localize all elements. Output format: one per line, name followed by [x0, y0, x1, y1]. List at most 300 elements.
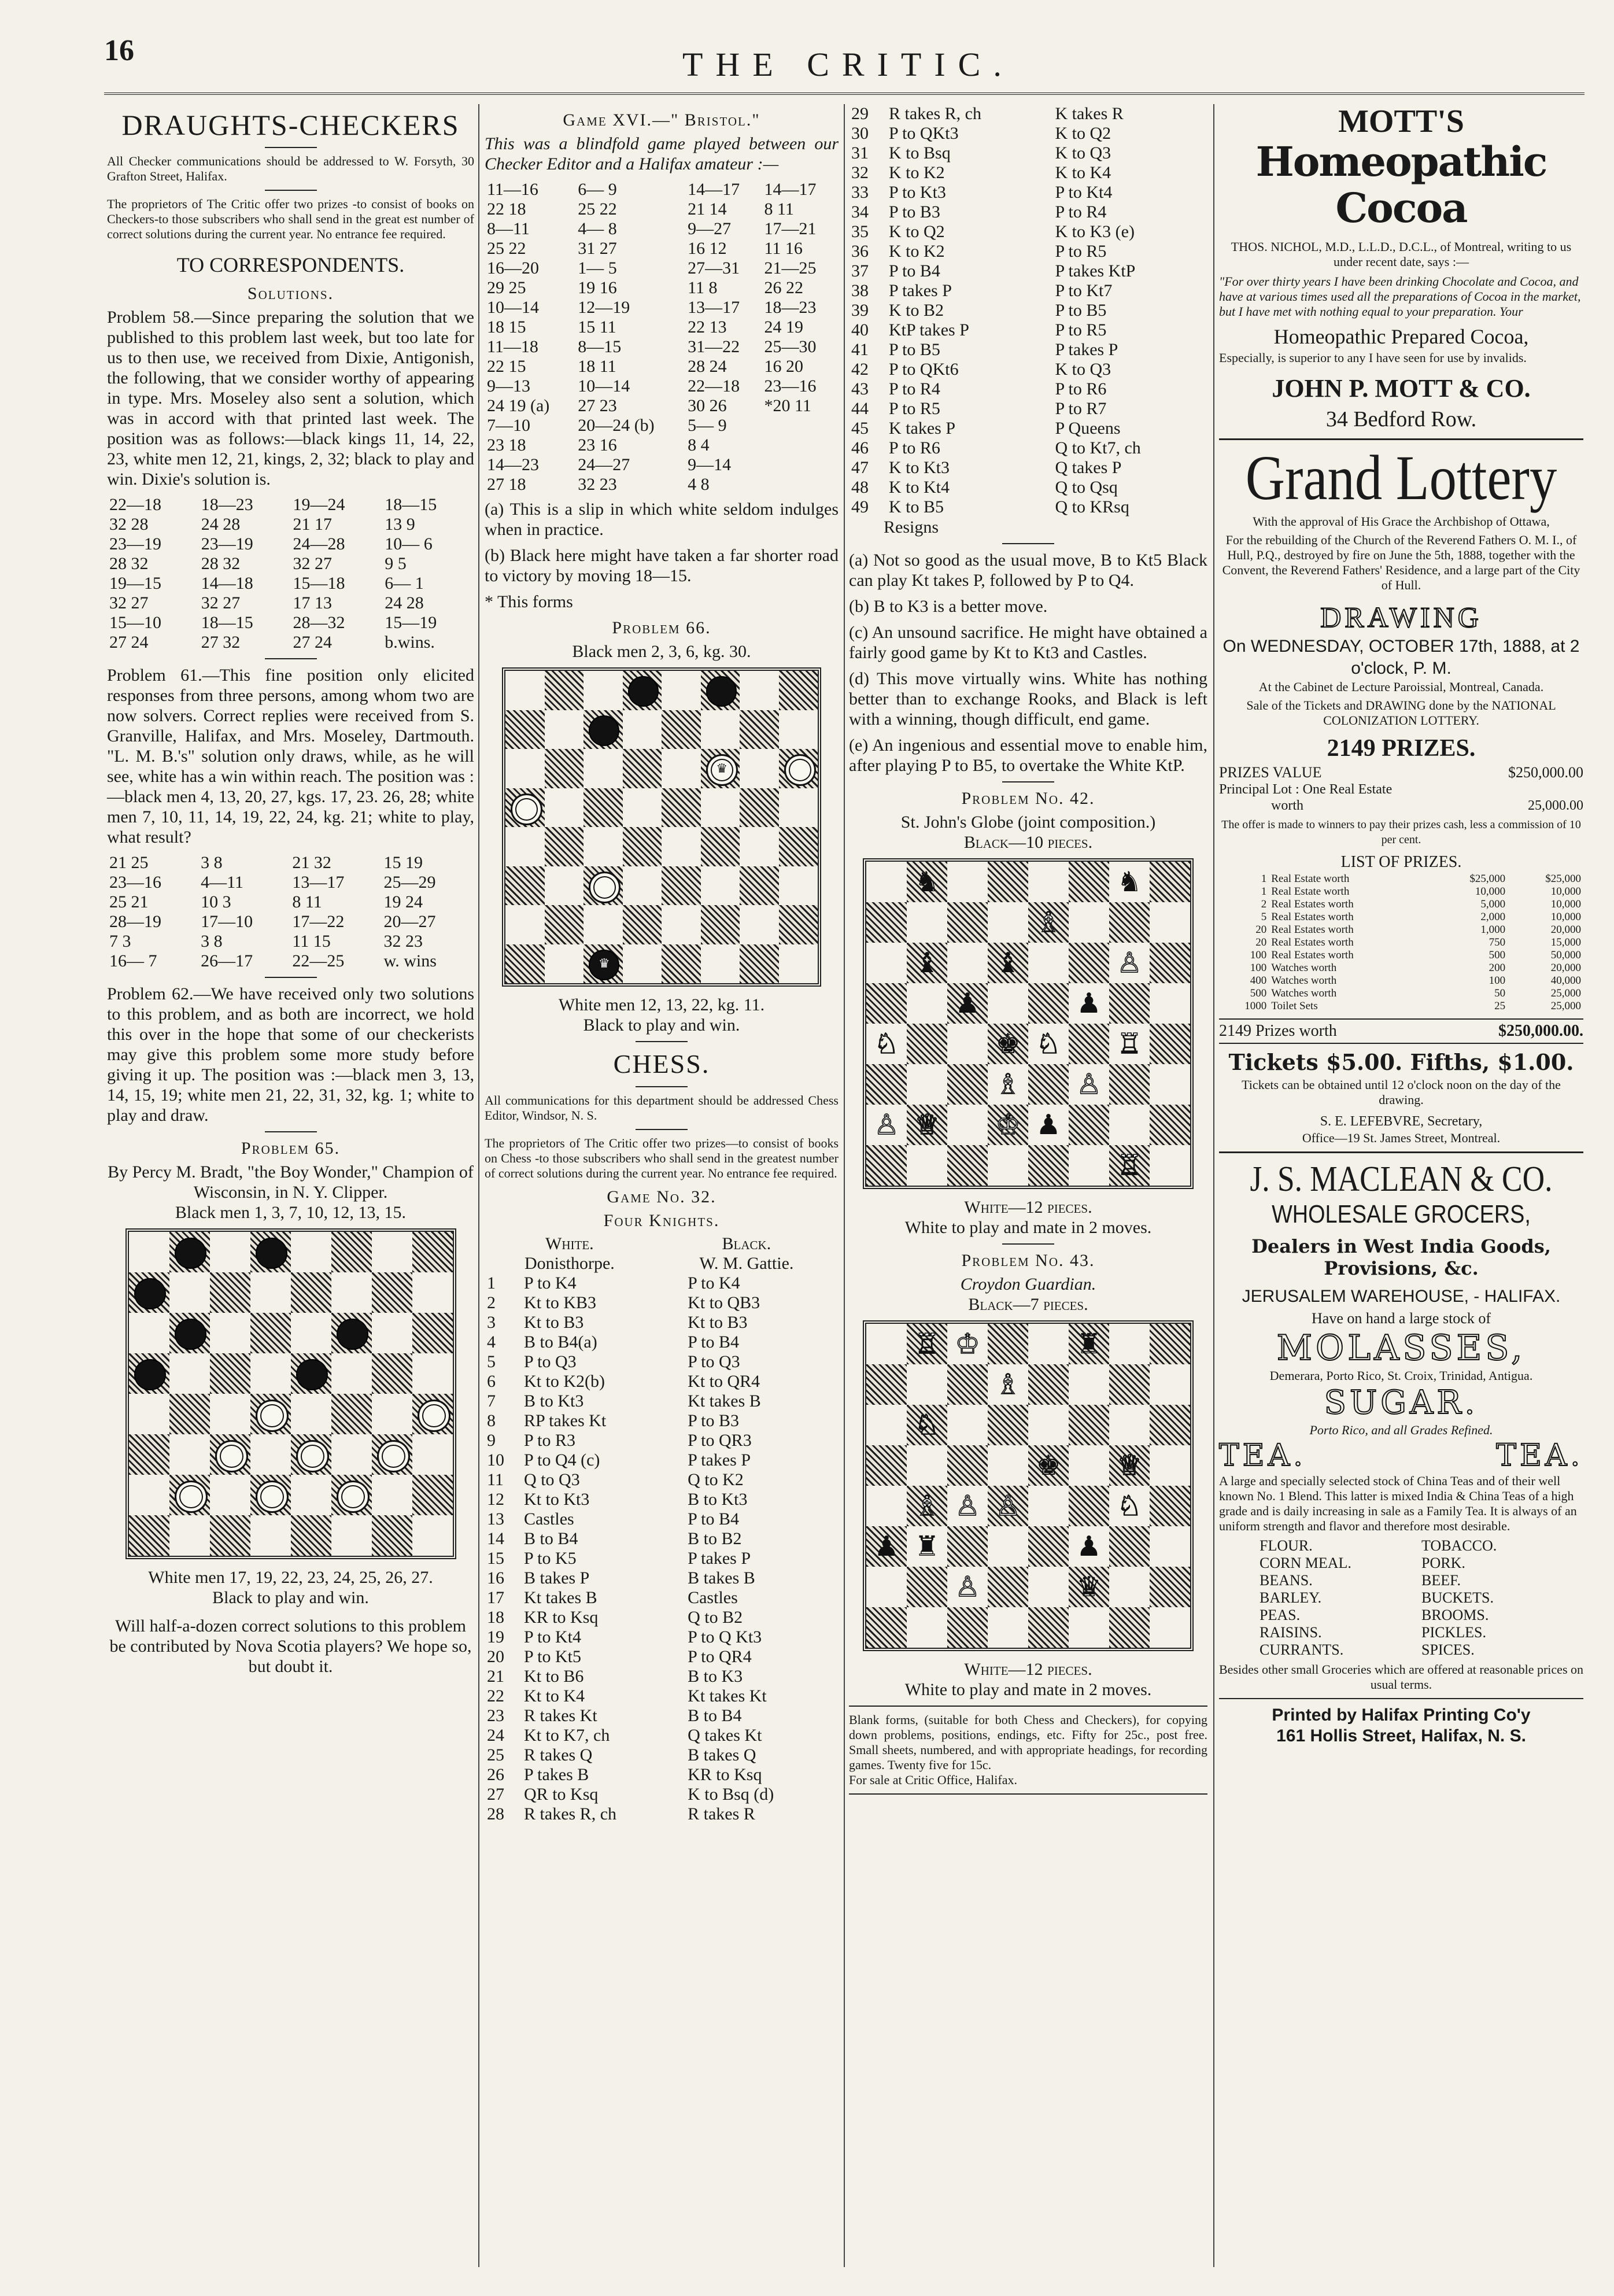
game32-move-cell: K to Bsq (d)	[688, 1785, 774, 1804]
problem-61-move-row	[107, 932, 474, 951]
game16-move-cell: 15 11	[578, 318, 616, 337]
game32-move-cell: K to Bsq	[889, 143, 951, 163]
game32-move-cell: P to R3	[524, 1431, 575, 1450]
mott-endorsement: THOS. NICHOL, M.D., L.L.D., D.C.L., of Montreal, writing to us under recent date, says :—	[1231, 239, 1572, 269]
problem-66-black: Black men 2, 3, 6, kg. 30.	[572, 642, 751, 661]
board-square	[1028, 1064, 1069, 1105]
prize-cell: 10,000	[1550, 911, 1581, 923]
game16-move-cell: 6— 9	[578, 180, 617, 199]
game16-move-cell: 27 23	[578, 396, 617, 415]
board-square	[1028, 1445, 1069, 1486]
board-square	[947, 1364, 988, 1405]
black-pawn-icon: ♟	[955, 987, 980, 1020]
black-label: Black.	[722, 1234, 771, 1253]
black-pawn-icon: ♟	[1076, 1530, 1102, 1563]
board-square	[866, 1445, 907, 1486]
board-square	[988, 902, 1028, 943]
board-square	[372, 1434, 412, 1475]
game32-move-cell: P to Kt4	[1055, 183, 1113, 202]
board-square	[701, 788, 740, 828]
king-crown-icon: ♛	[598, 955, 610, 970]
white-label: White.	[545, 1234, 594, 1253]
game32-move-cell: 32	[851, 163, 869, 182]
board-square	[907, 1445, 947, 1486]
game32-move-cell: K to K2	[889, 163, 945, 182]
board-square	[988, 943, 1028, 983]
game16-move-cell: 25 22	[487, 239, 526, 258]
board-square	[1069, 1405, 1109, 1445]
board-square	[907, 1567, 947, 1607]
prize-total-row	[1219, 1018, 1583, 1044]
board-square	[210, 1434, 250, 1475]
board-square	[331, 1272, 372, 1313]
board-square	[169, 1434, 210, 1475]
game32-note: (a) Not so good as the usual move, B to Kt5 Black can play Kt takes P, followed by P to Q4.	[849, 551, 1207, 590]
game16-move-cell: 10—14	[487, 298, 539, 317]
game16-move-cell: 32 23	[578, 475, 617, 494]
game32-move-row	[849, 379, 1207, 399]
mott-title: MOTT'S	[1338, 104, 1464, 139]
chess-address-note	[485, 1093, 839, 1123]
prizes-value: $250,000.00	[1508, 764, 1583, 781]
board-square	[1069, 1486, 1109, 1526]
problem-61-move-cell: 20—27	[383, 912, 436, 931]
game32-move-row	[849, 399, 1207, 419]
prize-cell: 5	[1261, 911, 1267, 923]
board-square	[779, 671, 818, 710]
game32-move-cell: R takes R, ch	[889, 104, 981, 123]
board-square	[1028, 862, 1069, 902]
prize-cell: 25	[1494, 1000, 1506, 1012]
game32-move-row	[485, 1450, 839, 1470]
blank-forms-sale: For sale at Critic Office, Halifax.	[849, 1773, 1017, 1787]
board-square	[988, 1364, 1028, 1405]
black-checker-icon	[337, 1319, 368, 1350]
prize-cell: 100	[1250, 949, 1267, 961]
board-square	[866, 1364, 907, 1405]
goods-item: TOBACCO.	[1421, 1537, 1497, 1554]
game32-move-cell: 12	[487, 1490, 504, 1509]
board-square	[779, 866, 818, 906]
prizes-count: 2149 PRIZES.	[1327, 735, 1476, 762]
board-square	[947, 1405, 988, 1445]
white-bishop-icon: ♗	[1036, 906, 1061, 939]
game32-move-cell: P to R5	[1055, 320, 1107, 339]
board-square	[331, 1353, 372, 1394]
problem-42-black: Black—10 pieces.	[963, 833, 1093, 852]
goods-item: FLOUR.	[1260, 1537, 1313, 1554]
printer-line-1: Printed by Halifax Printing Co'y	[1272, 1706, 1531, 1725]
board-square	[1069, 1064, 1109, 1105]
game32-move-row	[485, 1706, 839, 1726]
board-square	[623, 866, 662, 906]
board-square	[583, 827, 623, 866]
offer-note: The offer is made to winners to pay their prizes cash, less a commission of 10 per cent.	[1221, 818, 1581, 846]
white-rook-icon: ♖	[914, 1327, 940, 1360]
black-checker-icon	[628, 676, 659, 707]
game16-move-cell: 8 11	[764, 200, 794, 219]
board-square	[623, 827, 662, 866]
mott-invalids: Especially, is superior to any I have seen for use by invalids.	[1219, 350, 1527, 365]
board-square	[1069, 983, 1109, 1024]
problem-58-move-row	[107, 633, 474, 652]
board-square	[947, 1445, 988, 1486]
board-square	[1109, 1145, 1150, 1186]
problem-61-move-row	[107, 912, 474, 932]
masthead	[0, 0, 1614, 98]
board-square	[701, 710, 740, 750]
game16-move-cell: 14—17	[764, 180, 817, 199]
board-square	[1150, 862, 1190, 902]
game32-move-cell: 3	[487, 1313, 496, 1332]
board-square	[623, 905, 662, 944]
board-square	[947, 1526, 988, 1567]
board-square	[505, 749, 545, 788]
game32-move-cell: 19	[487, 1627, 504, 1647]
board-square	[866, 1486, 907, 1526]
problem-58-move-row	[107, 554, 474, 574]
white-king-icon: ♔	[995, 1108, 1021, 1141]
game32-move-row	[485, 1490, 839, 1509]
board-square	[866, 1324, 907, 1364]
board-square	[1028, 983, 1069, 1024]
game32-notes	[849, 550, 1207, 776]
board-square	[1069, 1024, 1109, 1064]
prize-cell: 2,000	[1480, 911, 1506, 923]
board-square	[1069, 943, 1109, 983]
problem-58-move-row	[107, 515, 474, 534]
tea-heading-right: TEA.	[1496, 1438, 1583, 1473]
white-rook-icon: ♖	[1117, 1027, 1142, 1060]
game32-move-cell: K takes P	[889, 419, 956, 438]
white-pawn-icon: ♙	[1076, 1068, 1102, 1101]
black-bishop-icon: ♝	[995, 946, 1021, 979]
divider	[849, 1793, 1207, 1795]
game32-move-cell: B to B4(a)	[524, 1332, 597, 1352]
chess-heading: CHESS.	[613, 1049, 710, 1079]
board-square	[1150, 1064, 1190, 1105]
board-square	[947, 862, 988, 902]
board-square	[1028, 1567, 1069, 1607]
game16-move-cell: 9—27	[688, 219, 732, 238]
game32-move-cell: P to Q4 (c)	[524, 1450, 600, 1470]
problem-66-white: White men 12, 13, 22, kg. 11.	[558, 995, 765, 1014]
game16-move-cell: 4 8	[688, 475, 710, 494]
problem-61-move-cell: 16— 7	[109, 951, 157, 970]
board-square	[1028, 1405, 1069, 1445]
problem-61-move-cell: 23—16	[109, 873, 161, 892]
prize-cell: Watches worth	[1271, 974, 1337, 987]
game16-move-row	[485, 396, 839, 416]
game32-move-cell: 42	[851, 360, 869, 379]
game32-move-cell: RP takes Kt	[524, 1411, 607, 1430]
chess-board-problem-42	[863, 858, 1194, 1189]
game32-move-cell: P to K4	[524, 1273, 577, 1293]
game16-move-cell: 29 25	[487, 278, 526, 297]
board-square	[583, 671, 623, 710]
problem-58-move-row	[107, 593, 474, 613]
page-number: 16	[104, 34, 134, 67]
board-square	[623, 671, 662, 710]
board-square	[907, 1145, 947, 1186]
game32-move-cell: P to B5	[1055, 301, 1107, 320]
game32-move-cell: 15	[487, 1549, 504, 1568]
board-square	[866, 1567, 907, 1607]
board-square	[1069, 1145, 1109, 1186]
game32-move-cell: R takes Kt	[524, 1706, 597, 1725]
game32-subheading: Four Knights.	[603, 1211, 720, 1230]
game32-move-cell: 25	[487, 1745, 504, 1765]
problem-58-move-row	[107, 574, 474, 593]
board-square	[129, 1232, 169, 1272]
problem-65-task: Black to play and win.	[212, 1588, 369, 1607]
white-knight-icon: ♘	[1036, 1027, 1061, 1060]
board-square	[1150, 1405, 1190, 1445]
board-square	[372, 1272, 412, 1313]
problem-61-move-cell: 3 8	[201, 853, 223, 872]
problem-61-move-cell: 7 3	[109, 932, 131, 951]
game32-move-row	[849, 202, 1207, 222]
game16-move-cell: 22 15	[487, 357, 526, 376]
board-square	[1109, 1364, 1150, 1405]
problem-62-text: Problem 62.—We have received only two solutions to this problem, and as both are incorrect, we hold this over in the hope that some of our checkerists may give this problem some more study before giving it up. The position was :—black men 3, 13, 14, 15, 19; white men 21, 22, 31, 32, kg. 1; white to play and draw.	[107, 984, 474, 1125]
board-square	[250, 1353, 291, 1394]
board-square	[291, 1475, 331, 1515]
board-square	[250, 1394, 291, 1434]
board-square	[545, 905, 584, 944]
game32-move-cell: K to Kt4	[889, 478, 950, 497]
game32-move-cell: P to B4	[688, 1332, 740, 1352]
black-bishop-icon: ♝	[914, 946, 940, 979]
game16-move-cell: 8 4	[688, 435, 710, 455]
game16-move-cell: 20—24 (b)	[578, 416, 655, 435]
prize-cell: 20,000	[1550, 962, 1581, 974]
board-square	[1150, 1607, 1190, 1648]
problem-61-move-cell: 17—10	[201, 912, 253, 931]
white-player: Donisthorpe.	[524, 1254, 615, 1273]
game16-move-cell: 28 24	[688, 357, 727, 376]
game32-move-cell: B takes Q	[688, 1745, 756, 1765]
game32-move-cell: 30	[851, 124, 869, 143]
game16-move-cell: 9—14	[688, 455, 732, 474]
problem-58-move-cell: 32 27	[293, 554, 332, 573]
game32-move-row	[485, 1372, 839, 1391]
board-square	[1150, 1445, 1190, 1486]
game32-move-row	[485, 1352, 839, 1372]
game32-move-cell: P to Kt3	[889, 183, 946, 202]
drawing-note: Sale of the Tickets and DRAWING done by the NATIONAL COLONIZATION LOTTERY.	[1246, 698, 1556, 728]
prize-cell: 500	[1250, 987, 1267, 999]
board-square	[505, 788, 545, 828]
prize-cell: 400	[1250, 974, 1267, 987]
tickets-price: Tickets $5.00. Fifths, $1.00.	[1228, 1049, 1574, 1075]
game32-players	[485, 1234, 839, 1273]
game16-move-cell: 27—31	[688, 259, 740, 278]
game32-move-cell: R takes Q	[524, 1745, 593, 1765]
white-knight-icon: ♘	[914, 1408, 940, 1441]
game32-move-cell: P to QR3	[688, 1431, 752, 1450]
game32-move-cell: Castles	[688, 1588, 738, 1607]
blank-forms-text: Blank forms, (suitable for both Chess and Checkers), for copying down problems, positions, endings, etc. Fifty for 25c., post free. Small sheets, numbered, and with appropriate headings, for recording games. Twenty five for 15c.	[849, 1712, 1207, 1772]
board-square	[988, 1024, 1028, 1064]
game32-move-cell: Kt to QB3	[688, 1293, 760, 1312]
drawing-heading: DRAWING	[1320, 601, 1482, 633]
white-checker-icon	[784, 754, 816, 786]
board-square	[583, 866, 623, 906]
game32-move-cell: 28	[487, 1804, 504, 1823]
board-square	[1150, 1567, 1190, 1607]
problem-58-move-cell: 24 28	[385, 593, 424, 612]
game32-move-row	[485, 1529, 839, 1549]
lottery-office: Office—19 St. James Street, Montreal.	[1302, 1131, 1501, 1145]
game32-move-cell: Q to Qsq	[1055, 478, 1118, 497]
board-square	[988, 1567, 1028, 1607]
board-square	[210, 1232, 250, 1272]
board-square	[291, 1434, 331, 1475]
prize-row	[1219, 885, 1583, 898]
game16-move-row	[485, 337, 839, 357]
game32-move-cell: Q takes Kt	[688, 1726, 762, 1745]
game16-move-cell: 14—23	[487, 455, 539, 474]
game16-move-cell: 13—17	[688, 298, 740, 317]
problem-61-move-row	[107, 873, 474, 892]
game32-move-row	[485, 1509, 839, 1529]
board-square	[1109, 902, 1150, 943]
board-square	[331, 1313, 372, 1353]
white-bishop-icon: ♗	[914, 1489, 940, 1522]
game32-move-cell: Kt to K4	[524, 1686, 585, 1706]
divider	[1002, 543, 1054, 544]
game32-move-cell: P to B4	[688, 1509, 740, 1529]
problem-58-move-cell: 32 28	[109, 515, 149, 534]
game32-move-row	[485, 1411, 839, 1431]
game32-move-cell: P to Q3	[524, 1352, 577, 1371]
problem-65-white: White men 17, 19, 22, 23, 24, 25, 26, 27.	[148, 1568, 433, 1587]
game32-move-cell: Kt to B6	[524, 1667, 584, 1686]
game16-move-cell: 24 19 (a)	[487, 396, 550, 415]
board-square	[372, 1515, 412, 1556]
board-square	[1028, 1024, 1069, 1064]
board-square	[907, 1105, 947, 1145]
problem-61-move-row	[107, 853, 474, 873]
game32-move-row	[485, 1391, 839, 1411]
board-square	[1069, 1324, 1109, 1364]
board-square	[291, 1353, 331, 1394]
board-square	[412, 1475, 453, 1515]
game32-move-cell: Kt to K7, ch	[524, 1726, 610, 1745]
game32-move-row	[485, 1804, 839, 1824]
game32-moves-part1	[485, 1273, 839, 1824]
problem-58-move-cell: 18—15	[201, 613, 253, 632]
game32-move-cell: P to QKt6	[889, 360, 959, 379]
problem-61-move-cell: 13—17	[292, 873, 345, 892]
prizes-value-label: PRIZES VALUE	[1219, 764, 1322, 781]
game32-move-row	[485, 1765, 839, 1785]
board-square	[505, 671, 545, 710]
game32-move-row	[485, 1332, 839, 1352]
problem-58-move-cell: 28 32	[109, 554, 149, 573]
board-square	[505, 827, 545, 866]
correspondents-heading: TO CORRESPONDENTS.	[176, 253, 405, 276]
game32-move-cell: K to Kt3	[889, 458, 950, 477]
board-square	[988, 1405, 1028, 1445]
game32-move-cell: P takes P	[688, 1450, 751, 1470]
white-checker-icon	[589, 872, 621, 903]
prize-row	[1219, 911, 1583, 924]
game32-move-row	[849, 183, 1207, 202]
mott-prepared: Homeopathic Prepared Cocoa,	[1273, 325, 1529, 348]
board-square	[505, 905, 545, 944]
game32-move-cell: 43	[851, 379, 869, 398]
problem-58-move-cell: 19—24	[293, 495, 345, 514]
game16-move-row	[485, 357, 839, 376]
problem-58-move-cell: 15—18	[293, 574, 345, 593]
board-square	[988, 1064, 1028, 1105]
game32-move-row	[485, 1273, 839, 1293]
problem-58-move-cell: 28 32	[201, 554, 241, 573]
board-square	[129, 1475, 169, 1515]
problem-43-task: White to play and mate in 2 moves.	[904, 1680, 1152, 1699]
board-square	[1028, 1105, 1069, 1145]
game16-move-cell: 21 14	[688, 200, 727, 219]
prize-row	[1219, 924, 1583, 936]
problem-43-black: Black—7 pieces.	[968, 1295, 1088, 1314]
game32-move-cell: 2	[487, 1293, 496, 1312]
white-king-icon: ♔	[955, 1327, 980, 1360]
board-square	[1109, 1105, 1150, 1145]
game32-move-cell: 4	[487, 1332, 496, 1352]
board-square	[866, 1024, 907, 1064]
problem-58-move-cell: 23—19	[109, 534, 161, 553]
sugar-heading: SUGAR.	[1324, 1384, 1479, 1422]
problem-58-move-cell: 32 27	[109, 593, 149, 612]
problem-61-move-cell: 15 19	[383, 853, 423, 872]
board-square	[210, 1394, 250, 1434]
board-square	[907, 1607, 947, 1648]
board-square	[779, 944, 818, 984]
game32-move-cell: K to K3 (e)	[1055, 222, 1135, 241]
problem-42-credit: St. John's Globe (joint composition.)	[900, 813, 1156, 832]
prize-cell: 50,000	[1550, 949, 1581, 961]
prize-cell: 15,000	[1550, 936, 1581, 948]
prize-row	[1219, 949, 1583, 962]
board-square	[740, 905, 779, 944]
board-square	[947, 1145, 988, 1186]
game16-move-cell: 10—14	[578, 376, 630, 396]
white-knight-icon: ♘	[874, 1027, 899, 1060]
black-checker-icon	[589, 715, 619, 746]
black-knight-icon: ♞	[914, 865, 940, 898]
game32-move-cell: 44	[851, 399, 869, 418]
board-square	[1109, 1405, 1150, 1445]
principal-lot: Principal Lot : One Real Estate	[1219, 782, 1393, 797]
game32-move-cell: Q to B2	[688, 1608, 743, 1627]
prize-cell: Real Estates worth	[1271, 936, 1354, 948]
game32-move-cell: Kt takes B	[524, 1588, 597, 1607]
black-pawn-icon: ♟	[1036, 1108, 1061, 1141]
prize-cell: 25,000	[1550, 987, 1581, 999]
board-square	[1109, 862, 1150, 902]
problem-66-heading: Problem 66.	[612, 618, 711, 637]
prize-cell: Real Estate worth	[1271, 885, 1350, 898]
board-square	[210, 1353, 250, 1394]
game16-move-row	[485, 376, 839, 396]
prize-cell: 50	[1494, 987, 1506, 999]
game16-move-cell: 18 15	[487, 318, 526, 337]
problem-58-move-cell: 27 24	[293, 633, 332, 652]
game32-move-cell: P to Kt4	[524, 1627, 581, 1647]
board-square	[250, 1232, 291, 1272]
